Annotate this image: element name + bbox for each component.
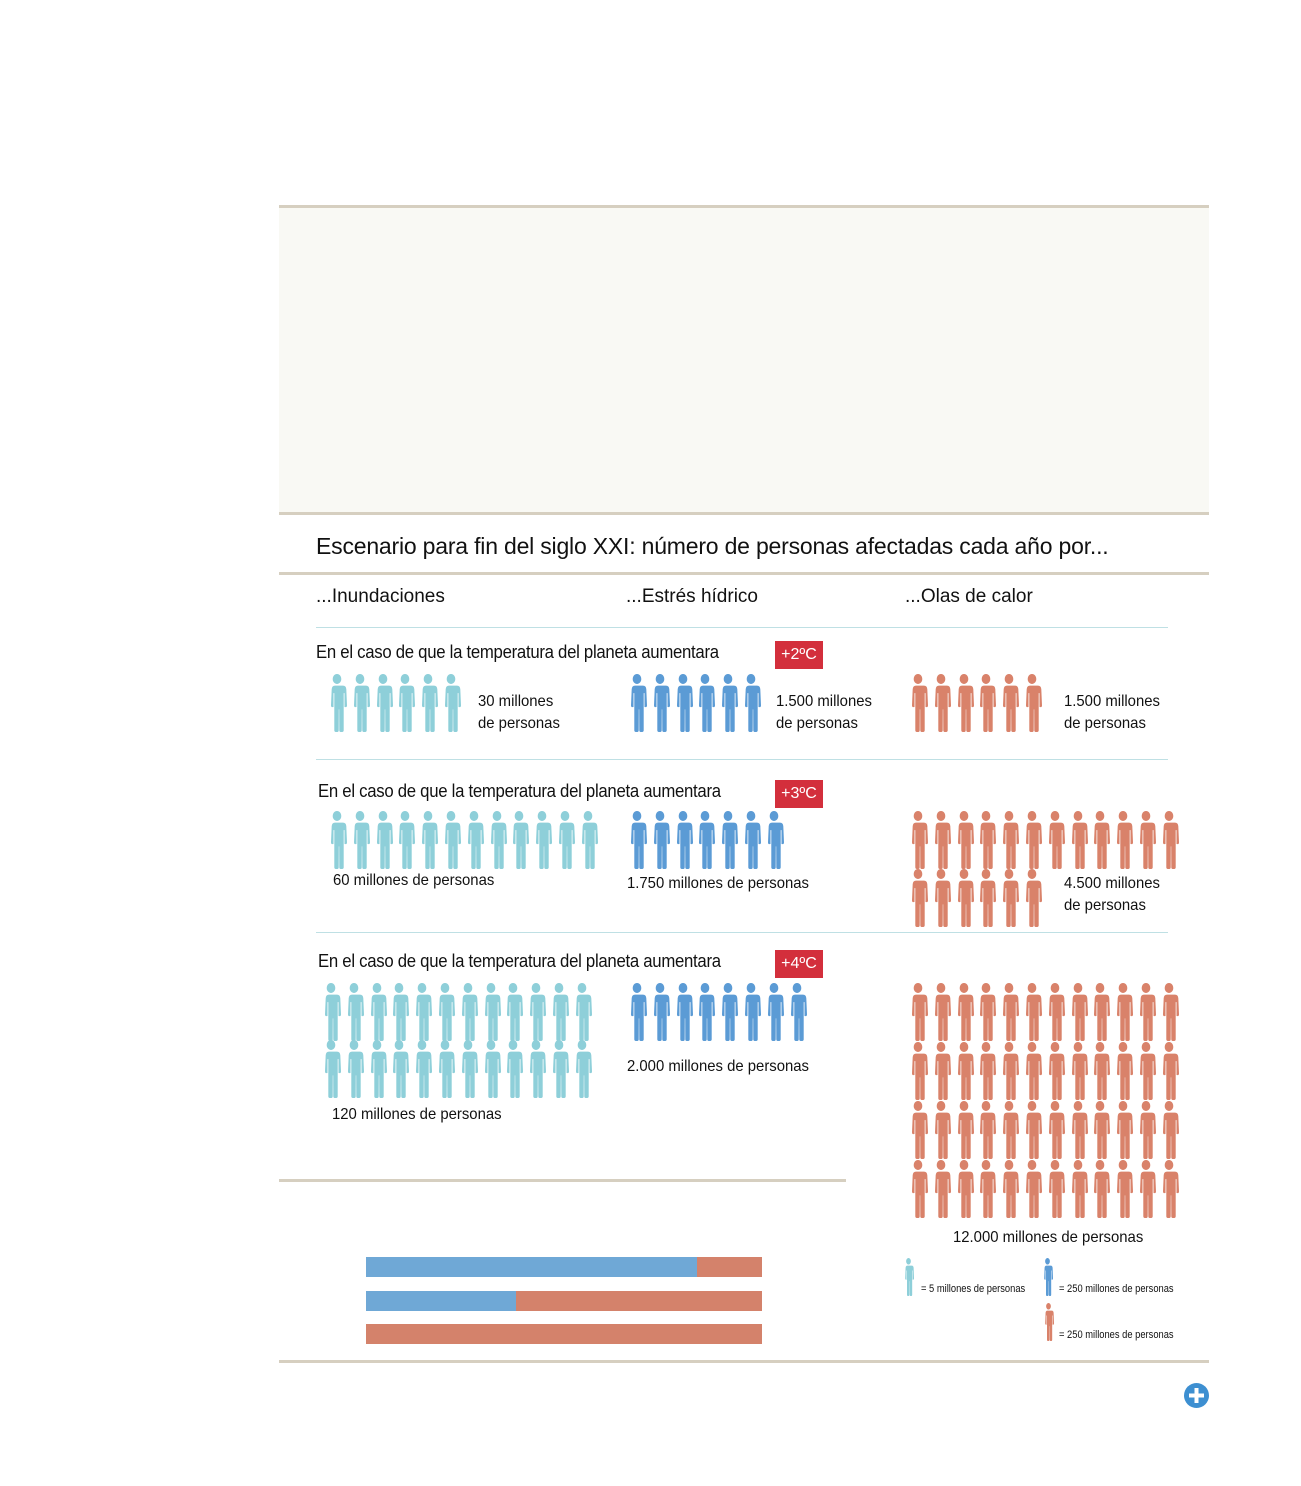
inundaciones-person (418, 674, 438, 732)
calor-person (1045, 1101, 1065, 1159)
calor-person (1159, 811, 1179, 869)
inundaciones-person (503, 983, 523, 1041)
estres-person (741, 983, 761, 1041)
inundaciones-person (373, 674, 393, 732)
inundaciones-person (509, 811, 529, 869)
inundaciones-person (412, 1040, 432, 1098)
calor-person (908, 1160, 928, 1218)
legend-orange-person-icon (1043, 1303, 1054, 1341)
calor-person (931, 1042, 951, 1100)
calor-person (1159, 1101, 1179, 1159)
label-line: 120 millones de personas (332, 1106, 502, 1123)
calor-person (976, 983, 996, 1041)
calor-person (1136, 1042, 1156, 1100)
column-head-calor: ...Olas de calor (905, 586, 1033, 607)
calor-person (908, 869, 928, 927)
plus-glyph (1184, 1383, 1209, 1408)
calor-person (954, 1042, 974, 1100)
inundaciones-person (526, 983, 546, 1041)
inundaciones-person (464, 811, 484, 869)
calor-person (1136, 1160, 1156, 1218)
inundaciones-person (321, 983, 341, 1041)
inundaciones-person (412, 983, 432, 1041)
calor-person (908, 1042, 928, 1100)
calor-person (999, 1101, 1019, 1159)
inundaciones-person (418, 811, 438, 869)
inundaciones-person (373, 811, 393, 869)
label-calor-3 (953, 1227, 1143, 1249)
calor-person (1159, 983, 1179, 1041)
label-line: de personas (776, 715, 858, 732)
bottom-rule (279, 1360, 1209, 1363)
calor-person (1090, 1042, 1110, 1100)
calor-person (1090, 983, 1110, 1041)
label-line: 60 millones de personas (333, 872, 495, 889)
label-line: 2.000 millones de personas (627, 1058, 809, 1075)
calor-person (1113, 1160, 1133, 1218)
inundaciones-person (395, 811, 415, 869)
inundaciones-person (367, 983, 387, 1041)
legend-blue-text: = 250 millones de personas (1059, 1283, 1174, 1295)
calor-person (954, 983, 974, 1041)
estres-person (650, 983, 670, 1041)
inundaciones-person (555, 811, 575, 869)
label-calor-2 (1064, 873, 1160, 917)
calor-person (908, 1101, 928, 1159)
bar-segment-orange (366, 1324, 762, 1344)
label-estres-1 (776, 691, 872, 735)
title-top-rule (279, 512, 1209, 515)
inundaciones-person (549, 983, 569, 1041)
label-line: 4.500 millones (1064, 875, 1160, 892)
title-bottom-rule (279, 572, 1209, 575)
label-calor-1 (1064, 691, 1160, 735)
label-line: 1.500 millones (1064, 693, 1160, 710)
inundaciones-person (532, 811, 552, 869)
estres-person (650, 674, 670, 732)
calor-person (954, 869, 974, 927)
calor-person (931, 674, 951, 732)
inundaciones-person (327, 674, 347, 732)
calor-person (1136, 983, 1156, 1041)
label-inund-3 (332, 1104, 502, 1126)
calor-person (908, 674, 928, 732)
calor-person (1045, 811, 1065, 869)
inundaciones-person (572, 983, 592, 1041)
calor-person (1113, 1101, 1133, 1159)
legend-orange-text: = 250 millones de personas (1059, 1329, 1174, 1341)
inundaciones-person (389, 983, 409, 1041)
bar-segment-orange (697, 1257, 762, 1277)
calor-person (1113, 1042, 1133, 1100)
calor-person (908, 983, 928, 1041)
empty-panel (279, 208, 1209, 512)
calor-person (1022, 1042, 1042, 1100)
calor-person (999, 1160, 1019, 1218)
badge-plus4: +4ºC (775, 950, 823, 978)
calor-person (999, 674, 1019, 732)
inundaciones-person (572, 1040, 592, 1098)
estres-person (673, 811, 693, 869)
inundaciones-person (481, 983, 501, 1041)
badge-plus2: +2ºC (775, 641, 823, 669)
calor-person (931, 811, 951, 869)
estres-person (695, 811, 715, 869)
calor-person (931, 869, 951, 927)
calor-person (976, 1101, 996, 1159)
chart-title: Escenario para fin del siglo XXI: número de personas afectadas cada año por... (316, 533, 1109, 559)
estres-person (627, 983, 647, 1041)
divider-2 (316, 759, 1168, 760)
estres-person (695, 983, 715, 1041)
scenario-heading-3: En el caso de que la temperatura del planeta aumentara (318, 951, 721, 971)
calor-person (931, 1101, 951, 1159)
calor-person (908, 811, 928, 869)
estres-person (787, 983, 807, 1041)
calor-person (1022, 1160, 1042, 1218)
calor-person (999, 983, 1019, 1041)
calor-person (1159, 1042, 1179, 1100)
calor-person (1022, 983, 1042, 1041)
estres-person (741, 674, 761, 732)
inundaciones-person (481, 1040, 501, 1098)
badge-plus3: +3ºC (775, 780, 823, 808)
inundaciones-person (344, 1040, 364, 1098)
calor-person (1068, 811, 1088, 869)
calor-person (1113, 983, 1133, 1041)
label-line: 1.500 millones (776, 693, 872, 710)
inundaciones-person (395, 674, 415, 732)
calor-person (1068, 1101, 1088, 1159)
estres-person (695, 674, 715, 732)
inundaciones-person (441, 811, 461, 869)
calor-person (1068, 983, 1088, 1041)
legend-light-text: = 5 millones de personas (921, 1283, 1026, 1295)
label-line: 1.750 millones de personas (627, 875, 809, 892)
estres-person (741, 811, 761, 869)
calor-person (1136, 811, 1156, 869)
scenario-heading-2: En el caso de que la temperatura del planeta aumentara (318, 781, 721, 801)
inundaciones-person (435, 1040, 455, 1098)
label-line: de personas (1064, 715, 1146, 732)
inundaciones-person (350, 811, 370, 869)
inundaciones-person (458, 983, 478, 1041)
estres-person (627, 674, 647, 732)
column-head-inundaciones: ...Inundaciones (316, 586, 445, 607)
calor-person (1068, 1160, 1088, 1218)
calor-person (976, 869, 996, 927)
calor-person (1022, 869, 1042, 927)
calor-person (999, 1042, 1019, 1100)
calor-person (1045, 1160, 1065, 1218)
calor-person (954, 811, 974, 869)
estres-person (627, 811, 647, 869)
calor-person (954, 674, 974, 732)
inundaciones-person (367, 1040, 387, 1098)
estres-person (764, 983, 784, 1041)
inundaciones-person (321, 1040, 341, 1098)
label-inund-2 (333, 870, 494, 892)
inundaciones-person (327, 811, 347, 869)
calor-person (999, 811, 1019, 869)
inundaciones-person (549, 1040, 569, 1098)
inundaciones-person (526, 1040, 546, 1098)
bar-segment-orange (516, 1291, 762, 1311)
calor-person (1136, 1101, 1156, 1159)
label-line: 30 millones (478, 693, 554, 710)
calor-person (954, 1160, 974, 1218)
divider-3 (316, 932, 1168, 933)
label-line: de personas (1064, 897, 1146, 914)
estres-person (764, 811, 784, 869)
bar-segment-blue (366, 1257, 697, 1277)
calor-person (1090, 1160, 1110, 1218)
inundaciones-person (435, 983, 455, 1041)
estres-person (650, 811, 670, 869)
scenario-heading-1: En el caso de que la temperatura del planeta aumentara (316, 642, 719, 662)
inundaciones-person (578, 811, 598, 869)
calor-person (1090, 811, 1110, 869)
label-line: 12.000 millones de personas (953, 1229, 1144, 1246)
inundaciones-person (503, 1040, 523, 1098)
calor-person (931, 983, 951, 1041)
calor-person (1068, 1042, 1088, 1100)
inundaciones-person (441, 674, 461, 732)
calor-person (1045, 1042, 1065, 1100)
calor-person (976, 1042, 996, 1100)
estres-person (673, 674, 693, 732)
label-estres-3 (627, 1056, 809, 1078)
label-inund-1 (478, 691, 560, 735)
estres-person (718, 983, 738, 1041)
calor-person (999, 869, 1019, 927)
label-line: de personas (478, 715, 560, 732)
calor-person (931, 1160, 951, 1218)
calor-person (976, 1160, 996, 1218)
calor-person (976, 811, 996, 869)
divider-1 (316, 627, 1168, 628)
estres-person (673, 983, 693, 1041)
legend-blue-person-icon (1042, 1258, 1053, 1296)
calor-person (1090, 1101, 1110, 1159)
estres-person (718, 811, 738, 869)
inundaciones-person (350, 674, 370, 732)
inundaciones-person (458, 1040, 478, 1098)
calor-person (1159, 1160, 1179, 1218)
inundaciones-person (487, 811, 507, 869)
calor-person (954, 1101, 974, 1159)
bar-segment-blue (366, 1291, 516, 1311)
lower-left-rule (279, 1179, 846, 1182)
column-head-estres: ...Estrés hídrico (626, 586, 758, 607)
inundaciones-person (389, 1040, 409, 1098)
estres-person (718, 674, 738, 732)
calor-person (1022, 811, 1042, 869)
label-estres-2 (627, 873, 809, 895)
calor-person (1045, 983, 1065, 1041)
calor-person (1113, 811, 1133, 869)
expand-plus-icon[interactable] (1184, 1383, 1209, 1408)
calor-person (1022, 674, 1042, 732)
calor-person (976, 674, 996, 732)
inundaciones-person (344, 983, 364, 1041)
calor-person (1022, 1101, 1042, 1159)
legend-light-person-icon (903, 1258, 914, 1296)
